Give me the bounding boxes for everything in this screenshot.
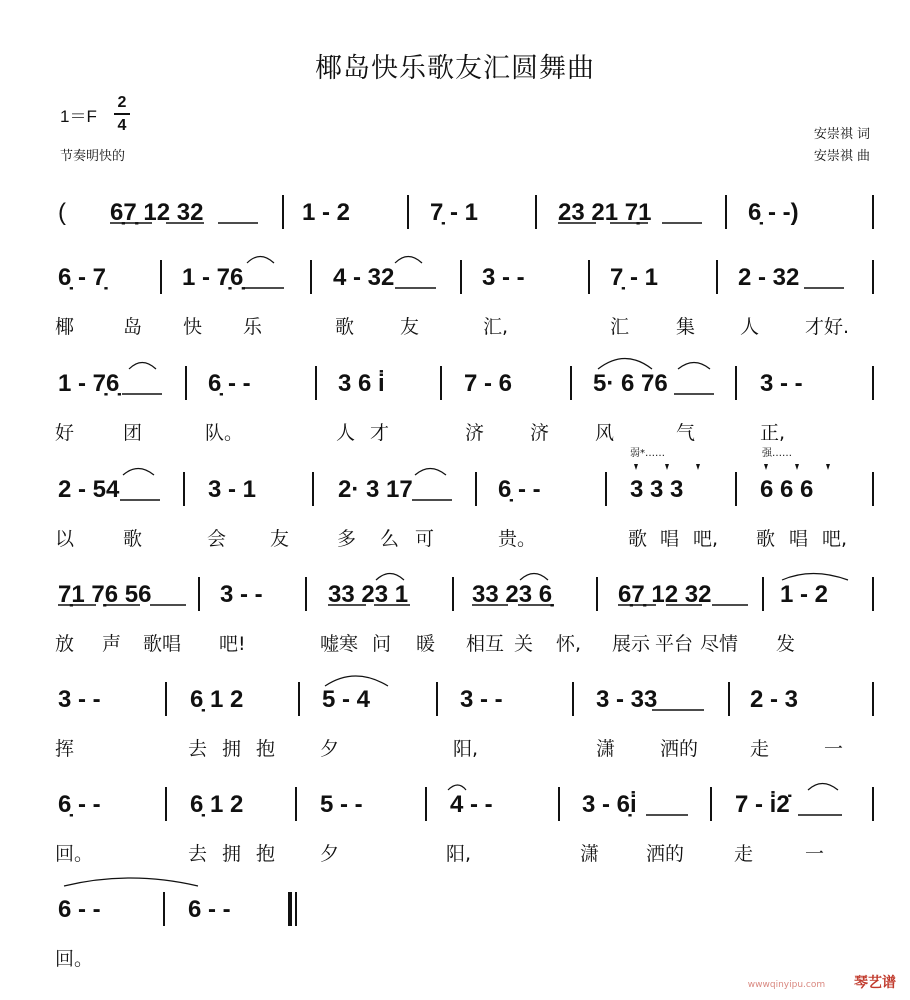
lyric: 歌 bbox=[335, 316, 355, 338]
lyric: 挥 bbox=[55, 738, 75, 760]
notes-line bbox=[0, 193, 910, 233]
notes-line bbox=[0, 364, 910, 404]
measure-notes: 6̣ - - bbox=[208, 370, 251, 397]
lyrics-line bbox=[0, 839, 910, 869]
watermark-brand: 琴艺谱 bbox=[854, 975, 896, 991]
measure-notes: 3 - - bbox=[58, 686, 101, 713]
lyric: 贵。 bbox=[498, 528, 537, 550]
score-title: 椰岛快乐歌友汇圆舞曲 bbox=[315, 53, 595, 84]
lyric: 展示 bbox=[612, 633, 651, 655]
lyric: 可 bbox=[415, 528, 435, 550]
measure-notes: 6̣ - 7̣ bbox=[58, 264, 107, 291]
lyric: 拥 bbox=[222, 738, 242, 760]
lyric: 回。 bbox=[55, 948, 94, 970]
dynamic-weak: 弱*…… bbox=[630, 448, 665, 459]
measure-notes: 6̣7̣ 12 32 bbox=[110, 199, 204, 226]
measure-notes: 7̣1 7̣6 56 bbox=[58, 581, 152, 608]
composer-credit: 安崇祺 曲 bbox=[813, 149, 870, 164]
lyric: 平台 bbox=[655, 633, 694, 655]
measure-notes: 6̣ - -) bbox=[748, 199, 799, 226]
lyric: 集 bbox=[676, 316, 696, 338]
lyric: 济 bbox=[530, 422, 550, 444]
lyric: 抱 bbox=[256, 843, 276, 865]
tempo-marking: 节奏明快的 bbox=[60, 149, 126, 164]
lyric: 怀, bbox=[556, 633, 582, 655]
lyric: 声 bbox=[102, 633, 122, 655]
lyric: 回。 bbox=[55, 843, 94, 865]
lyric: 气 bbox=[676, 422, 696, 444]
notes-line bbox=[0, 258, 910, 298]
lyric: 多 bbox=[337, 528, 357, 550]
lyrics-line bbox=[0, 312, 910, 342]
measure-notes: 6̣ - - bbox=[58, 791, 101, 818]
lyric: 友 bbox=[270, 528, 290, 550]
measure-notes: 2 - 32 bbox=[738, 264, 800, 291]
lyric: 夕 bbox=[320, 843, 340, 865]
lyric: 椰 bbox=[55, 316, 75, 338]
notes-line bbox=[0, 785, 910, 825]
lyric: 相互 bbox=[466, 633, 505, 655]
lyrics-line bbox=[0, 734, 910, 764]
lyric: 歌唱 bbox=[143, 633, 182, 655]
measure-notes: 2 - 3 bbox=[750, 686, 799, 713]
notes-line bbox=[0, 575, 910, 615]
lyric: 乐 bbox=[243, 316, 263, 338]
lyric: 暖 bbox=[416, 633, 436, 655]
notes-line bbox=[0, 890, 910, 930]
lyric: 歌 bbox=[756, 528, 776, 550]
lyric: 放 bbox=[55, 633, 75, 655]
lyric: 阳, bbox=[453, 738, 479, 760]
measure-notes: 6̣7̣ 12 32 bbox=[618, 581, 712, 608]
lyric: 去 bbox=[188, 738, 208, 760]
notes-line bbox=[0, 470, 910, 510]
watermark-url: wwwqinyipu.com bbox=[747, 980, 826, 990]
measure-notes: 3 - - bbox=[460, 686, 503, 713]
measure-notes: 1 - 7̣6̣ bbox=[182, 264, 244, 291]
lyric: 唱 bbox=[789, 528, 809, 550]
lyric: 人 bbox=[336, 422, 356, 444]
lyric: 会 bbox=[207, 528, 227, 550]
lyric: 风 bbox=[595, 422, 615, 444]
measure-notes: 7 - i̇2̇ bbox=[735, 791, 790, 818]
measure-notes: 1 - 2 bbox=[302, 199, 351, 226]
measure-notes: 23 21 7̣1 bbox=[558, 199, 652, 226]
measure-notes: 3 - 33 bbox=[596, 686, 658, 713]
watermark bbox=[748, 972, 896, 992]
lyric: 团 bbox=[123, 422, 143, 444]
measure-notes: 3 - - bbox=[482, 264, 525, 291]
lyric: 才好. bbox=[805, 316, 850, 338]
lyric: 么 bbox=[380, 528, 400, 550]
measure-notes: 6 6 6 bbox=[760, 476, 814, 503]
lyric: 岛 bbox=[123, 316, 143, 338]
lyric: 发 bbox=[776, 633, 796, 655]
lyric: 潇 bbox=[596, 738, 616, 760]
measure-notes: 7̣ - 1 bbox=[610, 264, 659, 291]
measure-notes: 6̣ 1 2 bbox=[190, 686, 244, 713]
dynamic-strong: 强…… bbox=[762, 448, 792, 459]
paren-open: ( bbox=[58, 199, 66, 226]
lyrics-line bbox=[0, 524, 910, 554]
lyric: 歌 bbox=[628, 528, 648, 550]
lyric: 唱 bbox=[660, 528, 680, 550]
time-signature bbox=[114, 94, 130, 134]
lyric: 洒的 bbox=[660, 738, 699, 760]
lyric: 正, bbox=[760, 422, 786, 444]
measure-notes: 4 - 32 bbox=[333, 264, 395, 291]
lyric: 拥 bbox=[222, 843, 242, 865]
lyric: 好 bbox=[55, 422, 75, 444]
measure-notes: 5 - 4 bbox=[322, 686, 371, 713]
notes-line bbox=[0, 680, 910, 720]
lyric: 吧, bbox=[822, 528, 848, 550]
measure-notes: 6 - - bbox=[188, 896, 231, 923]
measure-notes: 4 - - bbox=[450, 791, 493, 818]
lyric: 走 bbox=[750, 738, 770, 760]
lyric: 吧, bbox=[693, 528, 719, 550]
measure-notes: 3 6 i̇ bbox=[338, 370, 385, 397]
measure-notes: 33 23 1 bbox=[328, 581, 409, 608]
lyricist-credit: 安崇祺 词 bbox=[813, 127, 870, 142]
measure-notes: 1 - 7̣6̣ bbox=[58, 370, 120, 397]
time-bottom: 4 bbox=[117, 117, 127, 134]
measure-notes: 33 23 6̣ bbox=[472, 581, 553, 608]
lyric: 友 bbox=[400, 316, 420, 338]
measure-notes: 1 - 2 bbox=[780, 581, 829, 608]
measure-notes: 7̣ - 1 bbox=[430, 199, 479, 226]
lyric: 以 bbox=[55, 528, 75, 550]
measure-notes: 3 - 6̣i̇ bbox=[582, 791, 637, 818]
lyric: 阳, bbox=[446, 843, 472, 865]
lyric: 快 bbox=[183, 316, 203, 338]
lyric: 吧! bbox=[219, 633, 246, 655]
measure-notes: 2· 3 17 bbox=[338, 476, 413, 503]
measure-notes: 6 - - bbox=[58, 896, 101, 923]
lyric: 汇, bbox=[483, 316, 509, 338]
lyric: 汇 bbox=[610, 316, 630, 338]
time-top: 2 bbox=[117, 94, 127, 111]
lyric: 夕 bbox=[320, 738, 340, 760]
measure-notes: 5· 6 76 bbox=[593, 370, 668, 397]
lyric: 才 bbox=[370, 422, 390, 444]
measure-notes: 3 - - bbox=[760, 370, 803, 397]
lyric: 尽情 bbox=[700, 633, 739, 655]
lyric: 问 bbox=[372, 633, 392, 655]
lyric: 歌 bbox=[123, 528, 143, 550]
lyric: 抱 bbox=[256, 738, 276, 760]
lyric: 走 bbox=[734, 843, 754, 865]
measure-notes: 3 - 1 bbox=[208, 476, 257, 503]
lyric: 济 bbox=[465, 422, 485, 444]
measure-notes: 5 - - bbox=[320, 791, 363, 818]
lyric: 洒的 bbox=[646, 843, 685, 865]
lyric: 一 bbox=[824, 738, 844, 760]
lyric: 去 bbox=[188, 843, 208, 865]
tie bbox=[64, 878, 198, 886]
lyrics-line bbox=[0, 944, 910, 974]
lyric: 一 bbox=[805, 843, 825, 865]
measure-notes: 2 - 54 bbox=[58, 476, 120, 503]
measure-notes: 6̣ 1 2 bbox=[190, 791, 244, 818]
key-text: 1＝F bbox=[60, 107, 97, 126]
measure-notes: 6̣ - - bbox=[498, 476, 541, 503]
lyric: 人 bbox=[740, 316, 760, 338]
lyric: 嘘寒 bbox=[320, 633, 359, 655]
measure-notes: 7 - 6 bbox=[464, 370, 513, 397]
lyric: 队。 bbox=[205, 422, 244, 444]
measure-notes: 3 3 3 bbox=[630, 476, 684, 503]
lyric: 关 bbox=[514, 633, 534, 655]
lyrics-line bbox=[0, 629, 910, 659]
lyric: 潇 bbox=[580, 843, 600, 865]
measure-notes: 3 - - bbox=[220, 581, 263, 608]
